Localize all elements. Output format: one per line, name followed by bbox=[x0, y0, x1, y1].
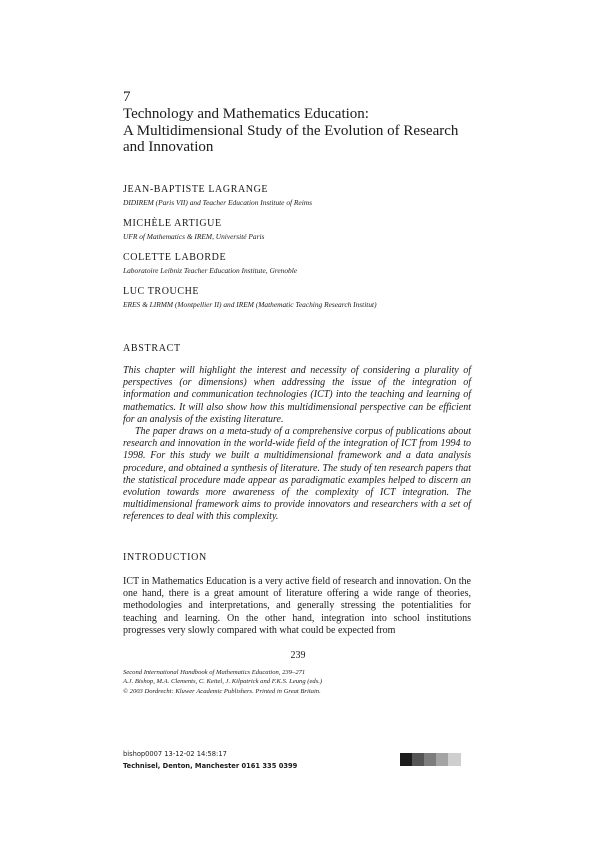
author-name: JEAN-BAPTISTE LAGRANGE bbox=[123, 184, 269, 195]
author-affiliation: ERES & LIRMM (Montpellier II) and IREM (Mathematic Teaching Research Institut) bbox=[123, 300, 377, 309]
abstract-body bbox=[123, 365, 471, 524]
gray-swatch bbox=[412, 753, 424, 766]
chapter-number: 7 bbox=[123, 89, 131, 105]
gray-swatch bbox=[436, 753, 448, 766]
printer-address-line: Technisel, Denton, Manchester 0161 335 0399 bbox=[123, 762, 298, 770]
chapter-title-line: and Innovation bbox=[123, 139, 214, 155]
page-number: 239 bbox=[290, 650, 306, 661]
introduction-paragraph: ICT in Mathematics Education is a very active field of research and innovation. On the one hand, there is a great amount of literature offering a wide range of theories, methodologies and interpretations, and generally stressing the potentialities for teaching and learning. On the other hand, integration into school institutions progresses very slowly compared with what could be expected from bbox=[123, 576, 471, 636]
chapter-title-line: Technology and Mathematics Education: bbox=[123, 106, 369, 122]
abstract-heading: ABSTRACT bbox=[123, 343, 181, 354]
author-name: MICHÈLE ARTIGUE bbox=[123, 218, 222, 229]
citation-block bbox=[123, 668, 322, 696]
author-affiliation: DIDIREM (Paris VII) and Teacher Education Institute of Reims bbox=[123, 198, 312, 207]
author-name: LUC TROUCHE bbox=[123, 286, 200, 297]
gray-swatch bbox=[400, 753, 412, 766]
gray-swatch bbox=[448, 753, 461, 766]
chapter-title-line: A Multidimensional Study of the Evolution of Research bbox=[123, 122, 459, 139]
author-affiliation: Laboratoire Leibniz Teacher Education Institute, Grenoble bbox=[123, 266, 298, 275]
citation-line: Second International Handbook of Mathematics Education, 239–271 bbox=[123, 669, 306, 676]
chapter-title bbox=[123, 106, 483, 156]
introduction-body bbox=[123, 576, 471, 637]
author-affiliation: UFR of Mathematics & IREM, Université Paris bbox=[123, 232, 265, 241]
printer-slug bbox=[123, 748, 297, 772]
printer-job-line: bishop0007 13-12-02 14:58:17 bbox=[123, 750, 227, 758]
citation-line: A.J. Bishop, M.A. Clements, C. Keitel, J. Kilpatrick and F.K.S. Leung (eds.) bbox=[123, 678, 323, 686]
citation-line: © 2003 Dordrecht: Kluwer Academic Publishers. Printed in Great Britain. bbox=[123, 687, 321, 695]
abstract-paragraph: This chapter will highlight the interest and necessity of considering a plurality of perspectives (or dimensions) when addressing the issue of the integration of information and communication technologies (ICT) into the teaching and learning of mathematics. It will also show how this multidimensional perspective can be efficient for an analysis of the existing literature. bbox=[123, 365, 471, 425]
abstract-paragraph: The paper draws on a meta-study of a comprehensive corpus of publications about research and innovation in the world-wide field of the integration of ICT from 1994 to 1998. For this study we built a multidimensional framework and a data analysis procedure, and obtained a synthesis of literature. The study of ten research papers that the statistical procedure made appear as paradigmatic examples helped to discern an evolution towards more awareness of the complexity of ICT integration. The multidimensional framework aims to provide innovators and researchers with a set of references to deal with this complexity. bbox=[123, 426, 471, 523]
introduction-heading: INTRODUCTION bbox=[123, 552, 207, 563]
author-name: COLETTE LABORDE bbox=[123, 252, 227, 263]
gray-swatch bbox=[424, 753, 436, 766]
